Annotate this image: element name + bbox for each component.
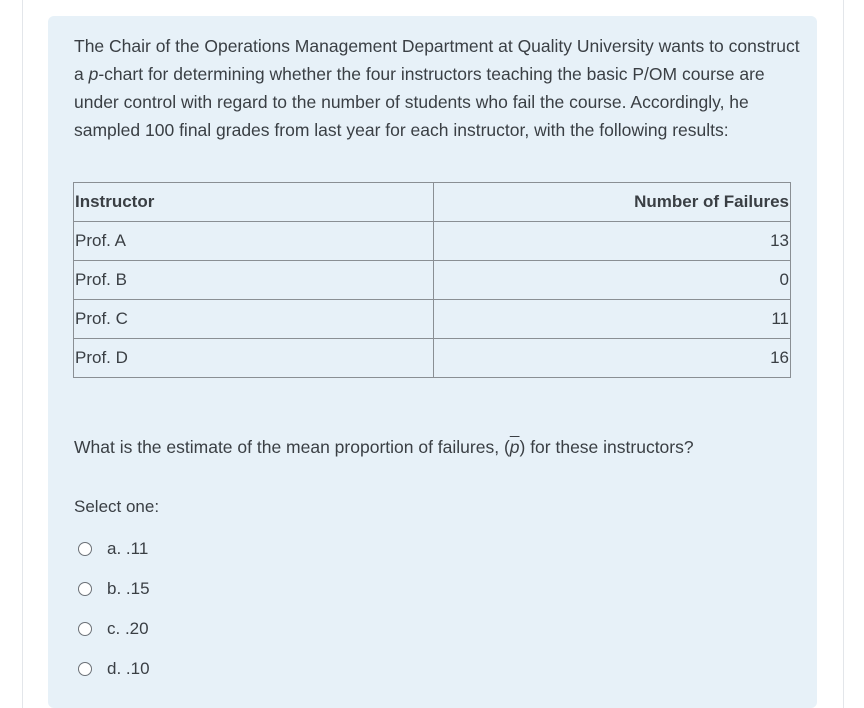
option-label: c. .20	[107, 619, 149, 638]
failures-cell: 13	[434, 222, 791, 261]
radio-button-icon[interactable]	[78, 542, 92, 556]
question-text: The Chair of the Operations Management Department at Quality University wants to construct a p-chart for determining whether the four instructors teaching the basic P/OM course are under control with regard to the number of students who fail the course. Accordingly, he sampled 100 final grades from last year for each instructor, with the following results:	[74, 36, 800, 140]
instructor-cell: Prof. A	[74, 222, 434, 261]
failures-cell: 11	[434, 300, 791, 339]
table-row	[74, 222, 791, 261]
option-c[interactable]	[78, 609, 150, 649]
option-a[interactable]	[78, 529, 150, 569]
sub-question: What is the estimate of the mean proportion of failures, $(\overline{p})$ for these instructors?	[74, 437, 694, 457]
p-bar-symbol: $\overline{p}$	[509, 437, 520, 457]
header-instructor: Instructor	[74, 183, 434, 222]
radio-button-icon[interactable]	[78, 662, 92, 676]
instructor-cell: Prof. C	[74, 300, 434, 339]
instructor-cell: Prof. D	[74, 339, 434, 378]
failures-cell: 16	[434, 339, 791, 378]
option-d[interactable]	[78, 649, 150, 689]
p-italic: p	[88, 64, 99, 84]
failures-table	[73, 182, 791, 378]
radio-button-icon[interactable]	[78, 622, 92, 636]
radio-button-icon[interactable]	[78, 582, 92, 596]
table-row	[74, 339, 791, 378]
failures-cell: 0	[434, 261, 791, 300]
table-row	[74, 261, 791, 300]
option-label: a. .11	[107, 539, 149, 558]
table-header-row	[74, 183, 791, 222]
answer-options	[78, 529, 150, 689]
instructor-cell: Prof. B	[74, 261, 434, 300]
option-b[interactable]	[78, 569, 150, 609]
table-row	[74, 300, 791, 339]
question-card	[48, 16, 817, 708]
option-label: b. .15	[107, 579, 150, 598]
option-label: d. .10	[107, 659, 150, 678]
header-failures: Number of Failures	[434, 183, 791, 222]
select-one-label: Select one:	[74, 497, 160, 516]
